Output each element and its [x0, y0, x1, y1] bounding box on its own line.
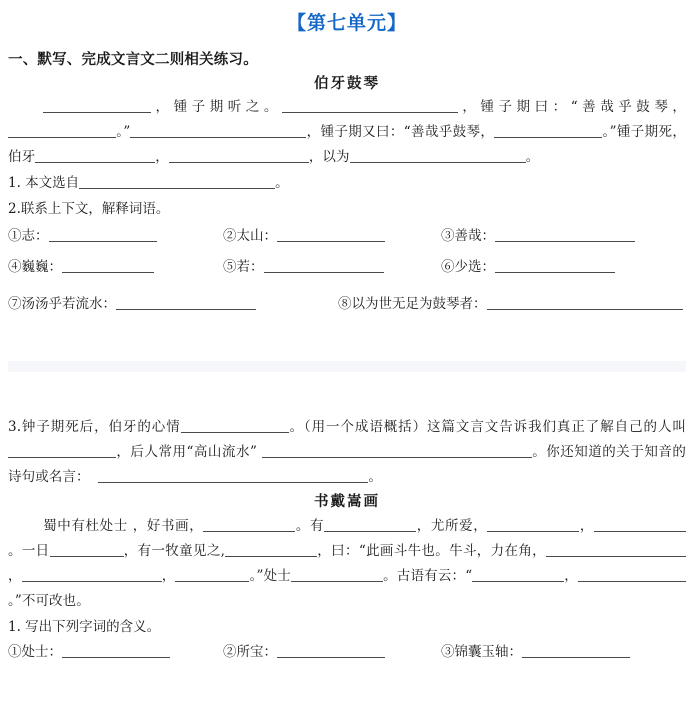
fill-blank[interactable]: [264, 258, 384, 273]
word-label: ⑦汤汤乎若流水：: [8, 296, 116, 313]
fill-blank[interactable]: [98, 468, 368, 483]
word-label: ①志：: [8, 228, 49, 245]
text-run: ，: [564, 568, 578, 584]
text-run: 。”不可改也。: [8, 593, 90, 609]
word-explain-item: [223, 255, 441, 280]
text-run: 。”处士: [249, 568, 291, 584]
text-run: ，: [579, 518, 594, 534]
text-run: ，锺子期又曰：“善哉乎鼓琴，: [306, 124, 495, 141]
fill-blank[interactable]: [594, 517, 686, 532]
fill-blank[interactable]: [203, 517, 295, 532]
text-run: ，锺子期曰：“善哉乎鼓琴，: [457, 99, 687, 116]
question-label: 1. 本文选自: [8, 175, 80, 192]
word-explain-row: [8, 224, 686, 249]
fill-blank[interactable]: [277, 227, 385, 242]
article-title-boya: 伯牙鼓琴: [314, 74, 380, 92]
word-explain-item: [8, 640, 223, 665]
fill-blank[interactable]: [277, 643, 385, 658]
question-2-boya: 2.联系上下文，解释词语。: [8, 201, 170, 218]
page-gap-bottom: [8, 372, 686, 415]
fill-blank[interactable]: [291, 567, 383, 582]
word-label: ①处士：: [8, 644, 62, 660]
word-explain-item: [441, 640, 686, 665]
word-explain-item: [441, 255, 686, 280]
fill-blank[interactable]: [487, 295, 683, 310]
word-label: ③锦囊玉轴：: [441, 644, 522, 660]
text-run: 。古语有云：“: [382, 568, 473, 584]
fill-blank[interactable]: [324, 517, 416, 532]
fill-blank[interactable]: [472, 567, 564, 582]
word-label: ②太山：: [223, 228, 277, 245]
fill-blank[interactable]: [282, 98, 458, 113]
word-label: ③善哉：: [441, 228, 495, 245]
word-explain-row: [8, 292, 686, 317]
fill-blank[interactable]: [262, 443, 532, 458]
fill-blank[interactable]: [169, 148, 309, 163]
text-run: ，尤所爱，: [416, 518, 488, 534]
fill-blank[interactable]: [79, 174, 275, 189]
fill-blank[interactable]: [225, 542, 317, 557]
text-run: 3.钟子期死后，伯牙的心情: [8, 419, 181, 436]
text-run: ，后人常用“高山流水”: [116, 444, 257, 461]
fill-blank[interactable]: [22, 567, 162, 582]
question-1-daisong: 1. 写出下列字词的含义。: [8, 619, 161, 635]
text-run: ，有一牧童见之,: [123, 543, 226, 559]
fill-blank[interactable]: [494, 123, 602, 138]
text-run: ，: [8, 568, 22, 584]
fill-blank[interactable]: [578, 567, 686, 582]
text-run: 一日: [21, 543, 50, 559]
fill-blank[interactable]: [495, 227, 635, 242]
text-run: ，曰：“此画斗牛也。牛斗，力在角，: [317, 543, 546, 559]
fill-blank[interactable]: [175, 567, 249, 582]
fill-blank[interactable]: [35, 148, 155, 163]
fill-blank[interactable]: [8, 443, 116, 458]
text-run: 。你还知道的关于知音的诗句或名言：: [8, 444, 686, 486]
text-run: 。: [8, 543, 22, 559]
fill-blank[interactable]: [43, 98, 151, 113]
article-boya-body: [8, 95, 686, 170]
fill-blank[interactable]: [181, 418, 289, 433]
fill-blank[interactable]: [62, 258, 154, 273]
word-explain-item: [223, 640, 441, 665]
fill-blank[interactable]: [130, 123, 306, 138]
text-run: 蜀中有杜处士 ，好书画，: [43, 518, 204, 534]
question-3-boya: [8, 415, 686, 490]
word-explain-item: [441, 224, 686, 249]
text-run: 。”: [116, 124, 131, 141]
text-run: 。有: [295, 518, 325, 534]
word-explain-item: [8, 224, 223, 249]
word-label: ⑧以为世无足为鼓琴者：: [338, 296, 487, 313]
word-explain-item: [8, 255, 223, 280]
fill-blank[interactable]: [522, 643, 630, 658]
text-run: 。（用一个成语概括）这篇文言文告诉我们真正了解自己的人叫: [288, 419, 686, 436]
page-gap-top: [8, 317, 686, 361]
fill-blank[interactable]: [350, 148, 526, 163]
article-title-daisong: 书戴嵩画: [314, 493, 380, 511]
text-run: 。”锺子期死，: [602, 124, 686, 141]
article-daisong-body: [8, 514, 686, 614]
fill-blank[interactable]: [487, 517, 579, 532]
fill-blank[interactable]: [546, 542, 686, 557]
text-run: 。: [525, 149, 540, 166]
fill-blank[interactable]: [62, 643, 170, 658]
text-run: ，: [161, 568, 176, 584]
fill-blank[interactable]: [116, 295, 256, 310]
fill-blank[interactable]: [8, 123, 116, 138]
text-run: 。: [368, 469, 383, 486]
word-label: ②所宝：: [223, 644, 277, 660]
word-explain-row: [8, 640, 686, 665]
word-label: ⑥少选：: [441, 259, 495, 276]
text-run: 。: [275, 175, 289, 192]
word-explain-row: [8, 255, 686, 280]
word-label: ⑤若：: [223, 259, 264, 276]
text-run: ，锺子期听之。: [151, 99, 282, 116]
text-run: ，以为: [308, 149, 350, 166]
word-explain-item: [8, 292, 338, 317]
fill-blank[interactable]: [495, 258, 615, 273]
text-run: ，: [155, 149, 169, 166]
section-heading-one: 一、默写、完成文言文二则相关练习。: [8, 50, 258, 68]
text-run: 伯牙: [8, 149, 36, 166]
word-explain-item: [223, 224, 441, 249]
word-explain-item: [338, 292, 686, 317]
page-title: 【第七单元】: [286, 12, 407, 34]
question-1-boya: [8, 170, 686, 196]
page-break-separator: [8, 361, 686, 372]
fill-blank[interactable]: [50, 542, 124, 557]
word-label: ④巍巍：: [8, 259, 62, 276]
fill-blank[interactable]: [49, 227, 157, 242]
